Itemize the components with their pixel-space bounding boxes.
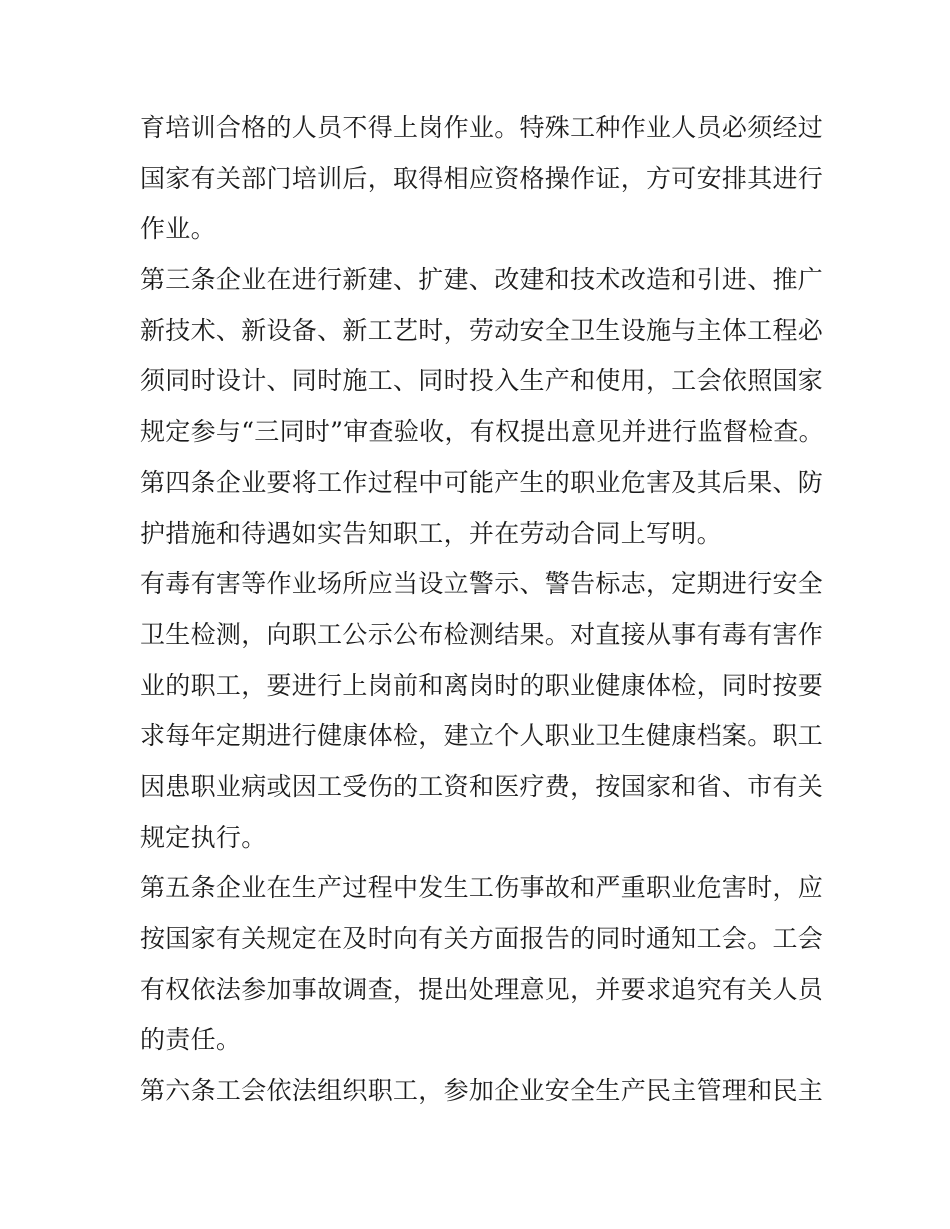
text-line: 作业。 <box>140 214 216 244</box>
text-line: 第六条工会依法组织职工，参加企业安全生产民主管理和民主 <box>140 1076 824 1106</box>
text-line: 育培训合格的人员不得上岗作业。特殊工种作业人员必须经过 <box>140 113 824 142</box>
text-line: 第三条企业在进行新建、扩建、改建和技术改造和引进、推广 <box>140 265 824 295</box>
text-line: 按国家有关规定在及时向有关方面报告的同时通知工会。工会 <box>140 924 824 953</box>
document-body <box>140 103 824 1117</box>
text-line: 业的职工，要进行上岗前和离岗时的职业健康体检，同时按要 <box>140 670 824 700</box>
text-line: 因患职业病或因工受伤的工资和医疗费，按国家和省、市有关 <box>140 771 824 801</box>
text-line: 有权依法参加事故调查，提出处理意见，并要求追究有关人员 <box>140 974 824 1004</box>
text-line: 求每年定期进行健康体检，建立个人职业卫生健康档案。职工 <box>140 721 824 751</box>
text-line: 的责任。 <box>140 1025 242 1055</box>
text-line: 护措施和待遇如实告知职工，并在劳动合同上写明。 <box>140 518 722 548</box>
text-line: 有毒有害等作业场所应当设立警示、警告标志，定期进行安全 <box>140 569 824 599</box>
text-line: 第五条企业在生产过程中发生工伤事故和严重职业危害时，应 <box>140 873 824 903</box>
text-line: 卫生检测，向职工公示公布检测结果。对直接从事有毒有害作 <box>140 619 824 649</box>
text-line: 国家有关部门培训后，取得相应资格操作证，方可安排其进行 <box>140 163 824 193</box>
text-line: 须同时设计、同时施工、同时投入生产和使用，工会依照国家 <box>140 366 824 396</box>
text-line: 规定参与“三同时”审查验收，有权提出意见并进行监督检查。 <box>140 417 824 447</box>
text-line: 新技术、新设备、新工艺时，劳动安全卫生设施与主体工程必 <box>140 315 824 345</box>
text-line: 规定执行。 <box>140 822 267 852</box>
text-line: 第四条企业要将工作过程中可能产生的职业危害及其后果、防 <box>140 467 824 497</box>
